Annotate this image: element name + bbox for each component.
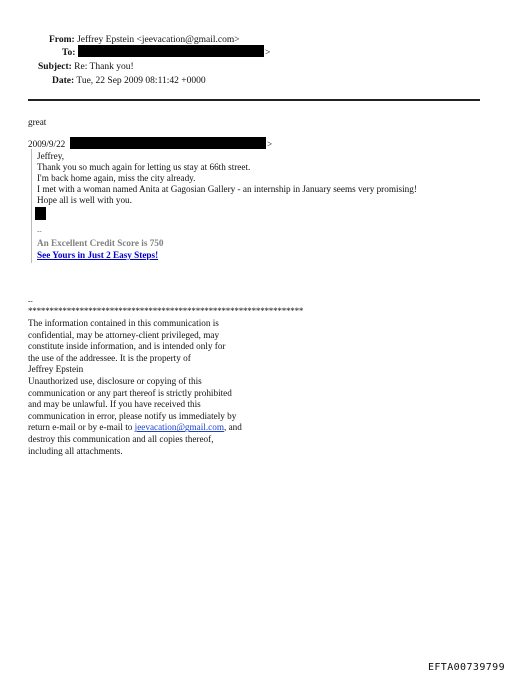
quote-bar [31,149,32,263]
disclaimer-line: constitute inside information, and is intended only for [28,341,226,352]
disclaimer-line: communication in error, please notify us immediately by [28,410,237,421]
header-divider [28,99,480,101]
redaction-to-address [78,45,264,57]
quoted-line: Thank you so much again for letting us stay at 66th street. [37,162,251,172]
disclaimer-line: and may be unlawful. If you have received this [28,399,201,410]
to-label: To: [62,48,76,58]
date-value: Tue, 22 Sep 2009 08:11:42 +0000 [76,76,206,86]
from-value: Jeffrey Epstein <jeevacation@gmail.com> [77,35,240,45]
signature-dashes: -- [37,227,42,235]
redaction-signature [35,207,46,220]
promo-credit-score: An Excellent Credit Score is 750 [37,238,164,248]
email-link[interactable]: jeevacation@gmail.com [134,422,224,433]
disclaimer-line: confidential, may be attorney-client privileged, may [28,329,220,340]
to-row [62,47,75,59]
disclaimer-return-line [28,422,242,434]
stars-divider: **************************************************************** [28,306,304,316]
disclaimer-line: including all attachments. [28,445,123,456]
quoted-line: Jeffrey, [37,151,65,161]
to-trail: > [265,48,271,58]
from-label: From: [49,35,75,45]
subject-row [38,61,134,73]
disclaimer-line: Jeffrey Epstein [28,364,84,375]
subject-value: Re: Thank you! [74,62,134,72]
disclaimer-line: the use of the addressee. It is the property of [28,352,191,363]
date-label: Date: [52,76,75,86]
disclaimer-line: communication or any part thereof is strictly prohibited [28,387,232,398]
quoted-line: I met with a woman named Anita at Gagosian Gallery - an internship in January seems very promising! [37,184,417,194]
reply-text: great [28,117,47,127]
quote-trail: > [267,139,273,149]
return-prefix: return e-mail or by e-mail to [28,422,135,433]
date-row [52,75,206,87]
quote-date: 2009/9/22 [28,139,66,149]
footer-dashes: -- [28,297,33,305]
disclaimer-line: Unauthorized use, disclosure or copying of this [28,376,202,386]
quoted-line: I'm back home again, miss the city already. [37,173,196,183]
disclaimer-line: destroy this communication and all copies thereof, [28,434,214,444]
quoted-line: Hope all is well with you. [37,195,132,205]
return-suffix: , and [223,422,242,433]
promo-link[interactable]: See Yours in Just 2 Easy Steps! [37,250,159,260]
redaction-quote-sender [70,137,266,149]
bates-number: EFTA00739799 [427,662,505,673]
disclaimer-line: The information contained in this communication is [28,318,219,328]
subject-label: Subject: [38,62,72,72]
